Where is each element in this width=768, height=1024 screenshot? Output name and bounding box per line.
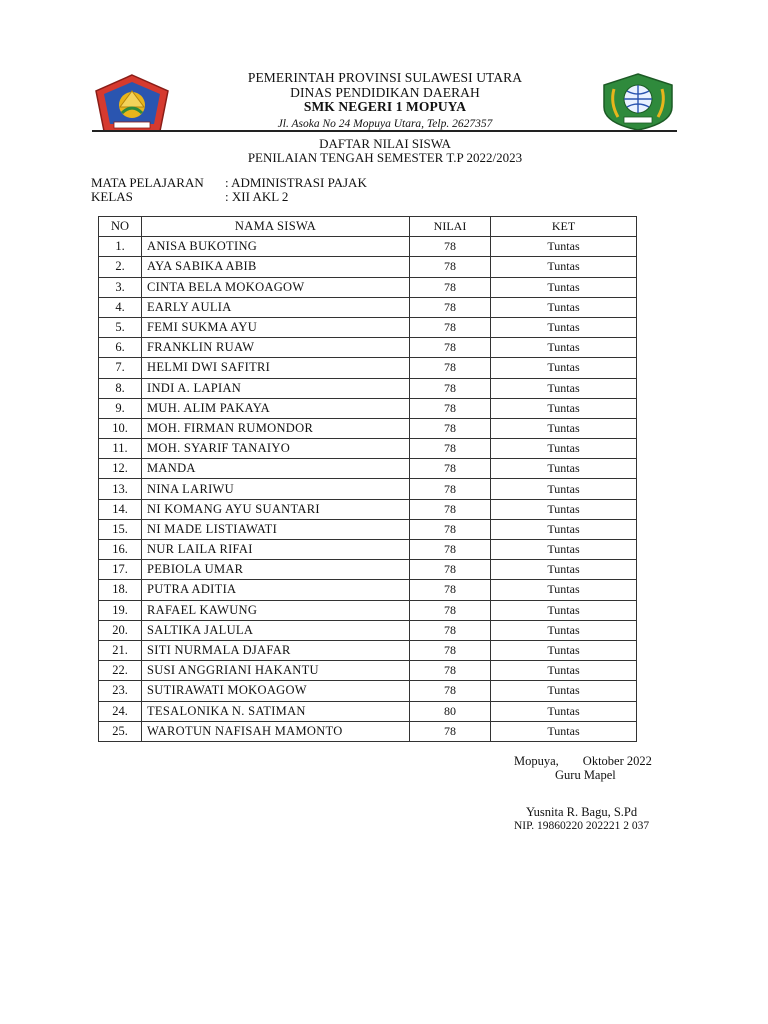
table-row — [99, 580, 637, 600]
student-note: Tuntas — [491, 338, 637, 358]
signature-nip: NIP. 19860220 202221 2 037 — [514, 820, 650, 832]
student-name: CINTA BELA MOKOAGOW — [142, 277, 410, 297]
student-score: 78 — [410, 317, 491, 337]
row-number: 3. — [99, 277, 142, 297]
student-score: 78 — [410, 338, 491, 358]
row-number: 13. — [99, 479, 142, 499]
document-meta — [91, 176, 367, 203]
header-score: NILAI — [410, 217, 491, 237]
class-value: : XII AKL 2 — [225, 188, 289, 204]
student-name: RAFAEL KAWUNG — [142, 600, 410, 620]
student-score: 78 — [410, 257, 491, 277]
table-row — [99, 479, 637, 499]
student-score: 78 — [410, 358, 491, 378]
signature-place: Mopuya, — [514, 754, 559, 768]
student-note: Tuntas — [491, 519, 637, 539]
table-row — [99, 721, 637, 741]
student-name: SUTIRAWATI MOKOAGOW — [142, 681, 410, 701]
student-note: Tuntas — [491, 358, 637, 378]
student-note: Tuntas — [491, 580, 637, 600]
student-note: Tuntas — [491, 640, 637, 660]
student-score: 78 — [410, 519, 491, 539]
subject-row — [91, 176, 367, 190]
student-score: 78 — [410, 600, 491, 620]
table-row — [99, 499, 637, 519]
student-note: Tuntas — [491, 560, 637, 580]
header-no: NO — [99, 217, 142, 237]
header-note: KET — [491, 217, 637, 237]
student-name: INDI A. LAPIAN — [142, 378, 410, 398]
student-note: Tuntas — [491, 600, 637, 620]
row-number: 7. — [99, 358, 142, 378]
student-note: Tuntas — [491, 661, 637, 681]
table-body — [99, 237, 637, 742]
student-note: Tuntas — [491, 459, 637, 479]
signature-name: Yusnita R. Bagu, S.Pd — [526, 805, 638, 819]
letterhead-address: Jl. Asoka No 24 Mopuya Utara, Telp. 2627357 — [277, 117, 493, 130]
row-number: 5. — [99, 317, 142, 337]
student-note: Tuntas — [491, 620, 637, 640]
student-name: PUTRA ADITIA — [142, 580, 410, 600]
row-number: 23. — [99, 681, 142, 701]
signature-role: Guru Mapel — [555, 768, 616, 782]
row-number: 8. — [99, 378, 142, 398]
student-score: 78 — [410, 237, 491, 257]
table-row — [99, 378, 637, 398]
row-number: 4. — [99, 297, 142, 317]
student-note: Tuntas — [491, 297, 637, 317]
table-row — [99, 600, 637, 620]
row-number: 19. — [99, 600, 142, 620]
table-row — [99, 681, 637, 701]
title-line-1: DAFTAR NILAI SISWA — [319, 136, 451, 151]
letterhead-divider — [92, 130, 677, 132]
student-name: SITI NURMALA DJAFAR — [142, 640, 410, 660]
student-name: MOH. FIRMAN RUMONDOR — [142, 418, 410, 438]
row-number: 17. — [99, 560, 142, 580]
student-note: Tuntas — [491, 439, 637, 459]
student-note: Tuntas — [491, 277, 637, 297]
table-row — [99, 418, 637, 438]
student-note: Tuntas — [491, 237, 637, 257]
student-score: 78 — [410, 378, 491, 398]
student-name: NI MADE LISTIAWATI — [142, 519, 410, 539]
student-name: EARLY AULIA — [142, 297, 410, 317]
table-row — [99, 640, 637, 660]
student-name: NI KOMANG AYU SUANTARI — [142, 499, 410, 519]
table-row — [99, 459, 637, 479]
row-number: 18. — [99, 580, 142, 600]
row-number: 6. — [99, 338, 142, 358]
document-title — [180, 137, 590, 164]
student-note: Tuntas — [491, 317, 637, 337]
student-note: Tuntas — [491, 398, 637, 418]
class-row — [91, 190, 367, 204]
table-row — [99, 338, 637, 358]
row-number: 22. — [99, 661, 142, 681]
class-label: KELAS — [91, 188, 133, 204]
student-name: ANISA BUKOTING — [142, 237, 410, 257]
student-score: 78 — [410, 277, 491, 297]
student-score: 78 — [410, 661, 491, 681]
table-row — [99, 701, 637, 721]
student-score: 78 — [410, 418, 491, 438]
student-score: 78 — [410, 459, 491, 479]
row-number: 14. — [99, 499, 142, 519]
row-number: 21. — [99, 640, 142, 660]
row-number: 12. — [99, 459, 142, 479]
row-number: 9. — [99, 398, 142, 418]
student-score: 78 — [410, 479, 491, 499]
student-note: Tuntas — [491, 378, 637, 398]
student-note: Tuntas — [491, 499, 637, 519]
table-row — [99, 560, 637, 580]
header-name: NAMA SISWA — [142, 217, 410, 237]
student-note: Tuntas — [491, 721, 637, 741]
letterhead — [180, 71, 590, 131]
table-row — [99, 540, 637, 560]
student-name: NINA LARIWU — [142, 479, 410, 499]
student-name: SALTIKA JALULA — [142, 620, 410, 640]
student-name: PEBIOLA UMAR — [142, 560, 410, 580]
row-number: 24. — [99, 701, 142, 721]
student-score: 78 — [410, 721, 491, 741]
table-row — [99, 237, 637, 257]
student-score: 78 — [410, 560, 491, 580]
row-number: 2. — [99, 257, 142, 277]
table-row — [99, 317, 637, 337]
title-line-2: PENILAIAN TENGAH SEMESTER T.P 2022/2023 — [247, 149, 523, 165]
student-note: Tuntas — [491, 479, 637, 499]
table-row — [99, 398, 637, 418]
letterhead-school: SMK NEGERI 1 MOPUYA — [303, 99, 467, 114]
student-score: 78 — [410, 398, 491, 418]
student-name: MANDA — [142, 459, 410, 479]
provincial-emblem-icon — [94, 73, 170, 133]
student-name: HELMI DWI SAFITRI — [142, 358, 410, 378]
student-name: FRANKLIN RUAW — [142, 338, 410, 358]
table-row — [99, 439, 637, 459]
student-name: MUH. ALIM PAKAYA — [142, 398, 410, 418]
row-number: 1. — [99, 237, 142, 257]
row-number: 10. — [99, 418, 142, 438]
table-row — [99, 519, 637, 539]
student-name: SUSI ANGGRIANI HAKANTU — [142, 661, 410, 681]
student-name: WAROTUN NAFISAH MAMONTO — [142, 721, 410, 741]
letterhead-department: DINAS PENDIDIKAN DAERAH — [290, 84, 480, 100]
table-row — [99, 358, 637, 378]
table-row — [99, 277, 637, 297]
table-header-row — [99, 217, 637, 237]
student-score: 78 — [410, 499, 491, 519]
student-name: NUR LAILA RIFAI — [142, 540, 410, 560]
letterhead-government: PEMERINTAH PROVINSI SULAWESI UTARA — [247, 70, 523, 85]
student-score: 78 — [410, 620, 491, 640]
student-score: 78 — [410, 297, 491, 317]
table-row — [99, 661, 637, 681]
subject-value: : ADMINISTRASI PAJAK — [225, 175, 367, 190]
signature-date: Oktober 2022 — [582, 754, 652, 768]
score-table — [98, 216, 637, 742]
student-note: Tuntas — [491, 418, 637, 438]
table-row — [99, 297, 637, 317]
student-score: 80 — [410, 701, 491, 721]
student-note: Tuntas — [491, 540, 637, 560]
student-score: 78 — [410, 540, 491, 560]
student-name: TESALONIKA N. SATIMAN — [142, 701, 410, 721]
row-number: 20. — [99, 620, 142, 640]
school-emblem-icon — [600, 73, 676, 131]
student-name: MOH. SYARIF TANAIYO — [142, 439, 410, 459]
student-score: 78 — [410, 681, 491, 701]
table-row — [99, 620, 637, 640]
student-score: 78 — [410, 640, 491, 660]
student-name: AYA SABIKA ABIB — [142, 257, 410, 277]
row-number: 25. — [99, 721, 142, 741]
student-score: 78 — [410, 439, 491, 459]
student-name: FEMI SUKMA AYU — [142, 317, 410, 337]
student-score: 78 — [410, 580, 491, 600]
student-note: Tuntas — [491, 681, 637, 701]
student-note: Tuntas — [491, 701, 637, 721]
table-row — [99, 257, 637, 277]
row-number: 11. — [99, 439, 142, 459]
signature-date-line — [514, 754, 652, 769]
row-number: 16. — [99, 540, 142, 560]
subject-label: MATA PELAJARAN — [91, 175, 204, 190]
student-note: Tuntas — [491, 257, 637, 277]
row-number: 15. — [99, 519, 142, 539]
